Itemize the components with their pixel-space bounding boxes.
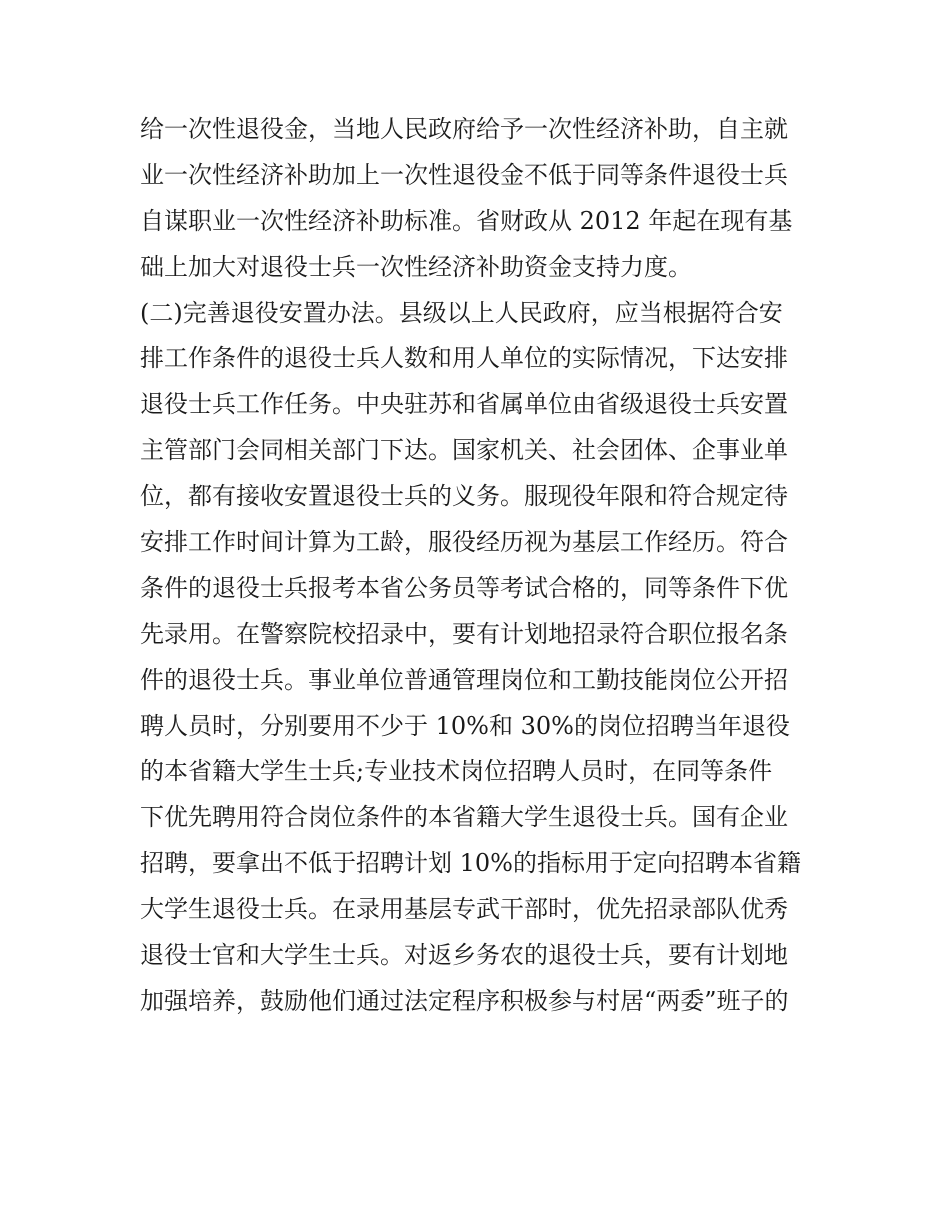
text-line: 给一次性退役金，当地人民政府给予一次性经济补助，自主就 [140, 115, 788, 143]
text-line: 础上加大对退役士兵一次性经济补助资金支持力度。 [140, 252, 692, 281]
text-line: 主管部门会同相关部门下达。国家机关、社会团体、企事业单 [140, 436, 788, 465]
document-body [140, 107, 820, 1025]
text-line: 排工作条件的退役士兵人数和用人单位的实际情况，下达安排 [140, 344, 788, 373]
text-line: 下优先聘用符合岗位条件的本省籍大学生退役士兵。国有企业 [140, 803, 788, 832]
text-line: (二)完善退役安置办法。县级以上人民政府，应当根据符合安 [140, 298, 783, 327]
text-line: 自谋职业一次性经济补助标准。省财政从 2012 年起在现有基 [140, 206, 793, 235]
text-line: 业一次性经济补助加上一次性退役金不低于同等条件退役士兵 [140, 160, 788, 189]
text-line: 加强培养，鼓励他们通过法定程序积极参与村居“两委”班子的 [140, 986, 789, 1015]
text-line: 招聘，要拿出不低于招聘计划 10%的指标用于定向招聘本省籍 [140, 849, 801, 878]
text-line: 退役士兵工作任务。中央驻苏和省属单位由省级退役士兵安置 [140, 390, 788, 419]
text-line: 先录用。在警察院校招录中，要有计划地招录符合职位报名条 [140, 619, 788, 648]
text-line: 件的退役士兵。事业单位普通管理岗位和工勤技能岗位公开招 [140, 665, 788, 694]
text-line: 位，都有接收安置退役士兵的义务。服现役年限和符合规定待 [140, 482, 788, 511]
text-line: 的本省籍大学生士兵;专业技术岗位招聘人员时，在同等条件 [140, 757, 773, 786]
text-line: 安排工作时间计算为工龄，服役经历视为基层工作经历。符合 [140, 528, 788, 557]
text-line: 大学生退役士兵。在录用基层专武干部时，优先招录部队优秀 [140, 895, 788, 924]
text-line: 退役士官和大学生士兵。对返乡务农的退役士兵，要有计划地 [140, 941, 788, 970]
text-line: 聘人员时，分别要用不少于 10%和 30%的岗位招聘当年退役 [140, 711, 790, 740]
text-line: 条件的退役士兵报考本省公务员等考试合格的，同等条件下优 [140, 573, 788, 602]
